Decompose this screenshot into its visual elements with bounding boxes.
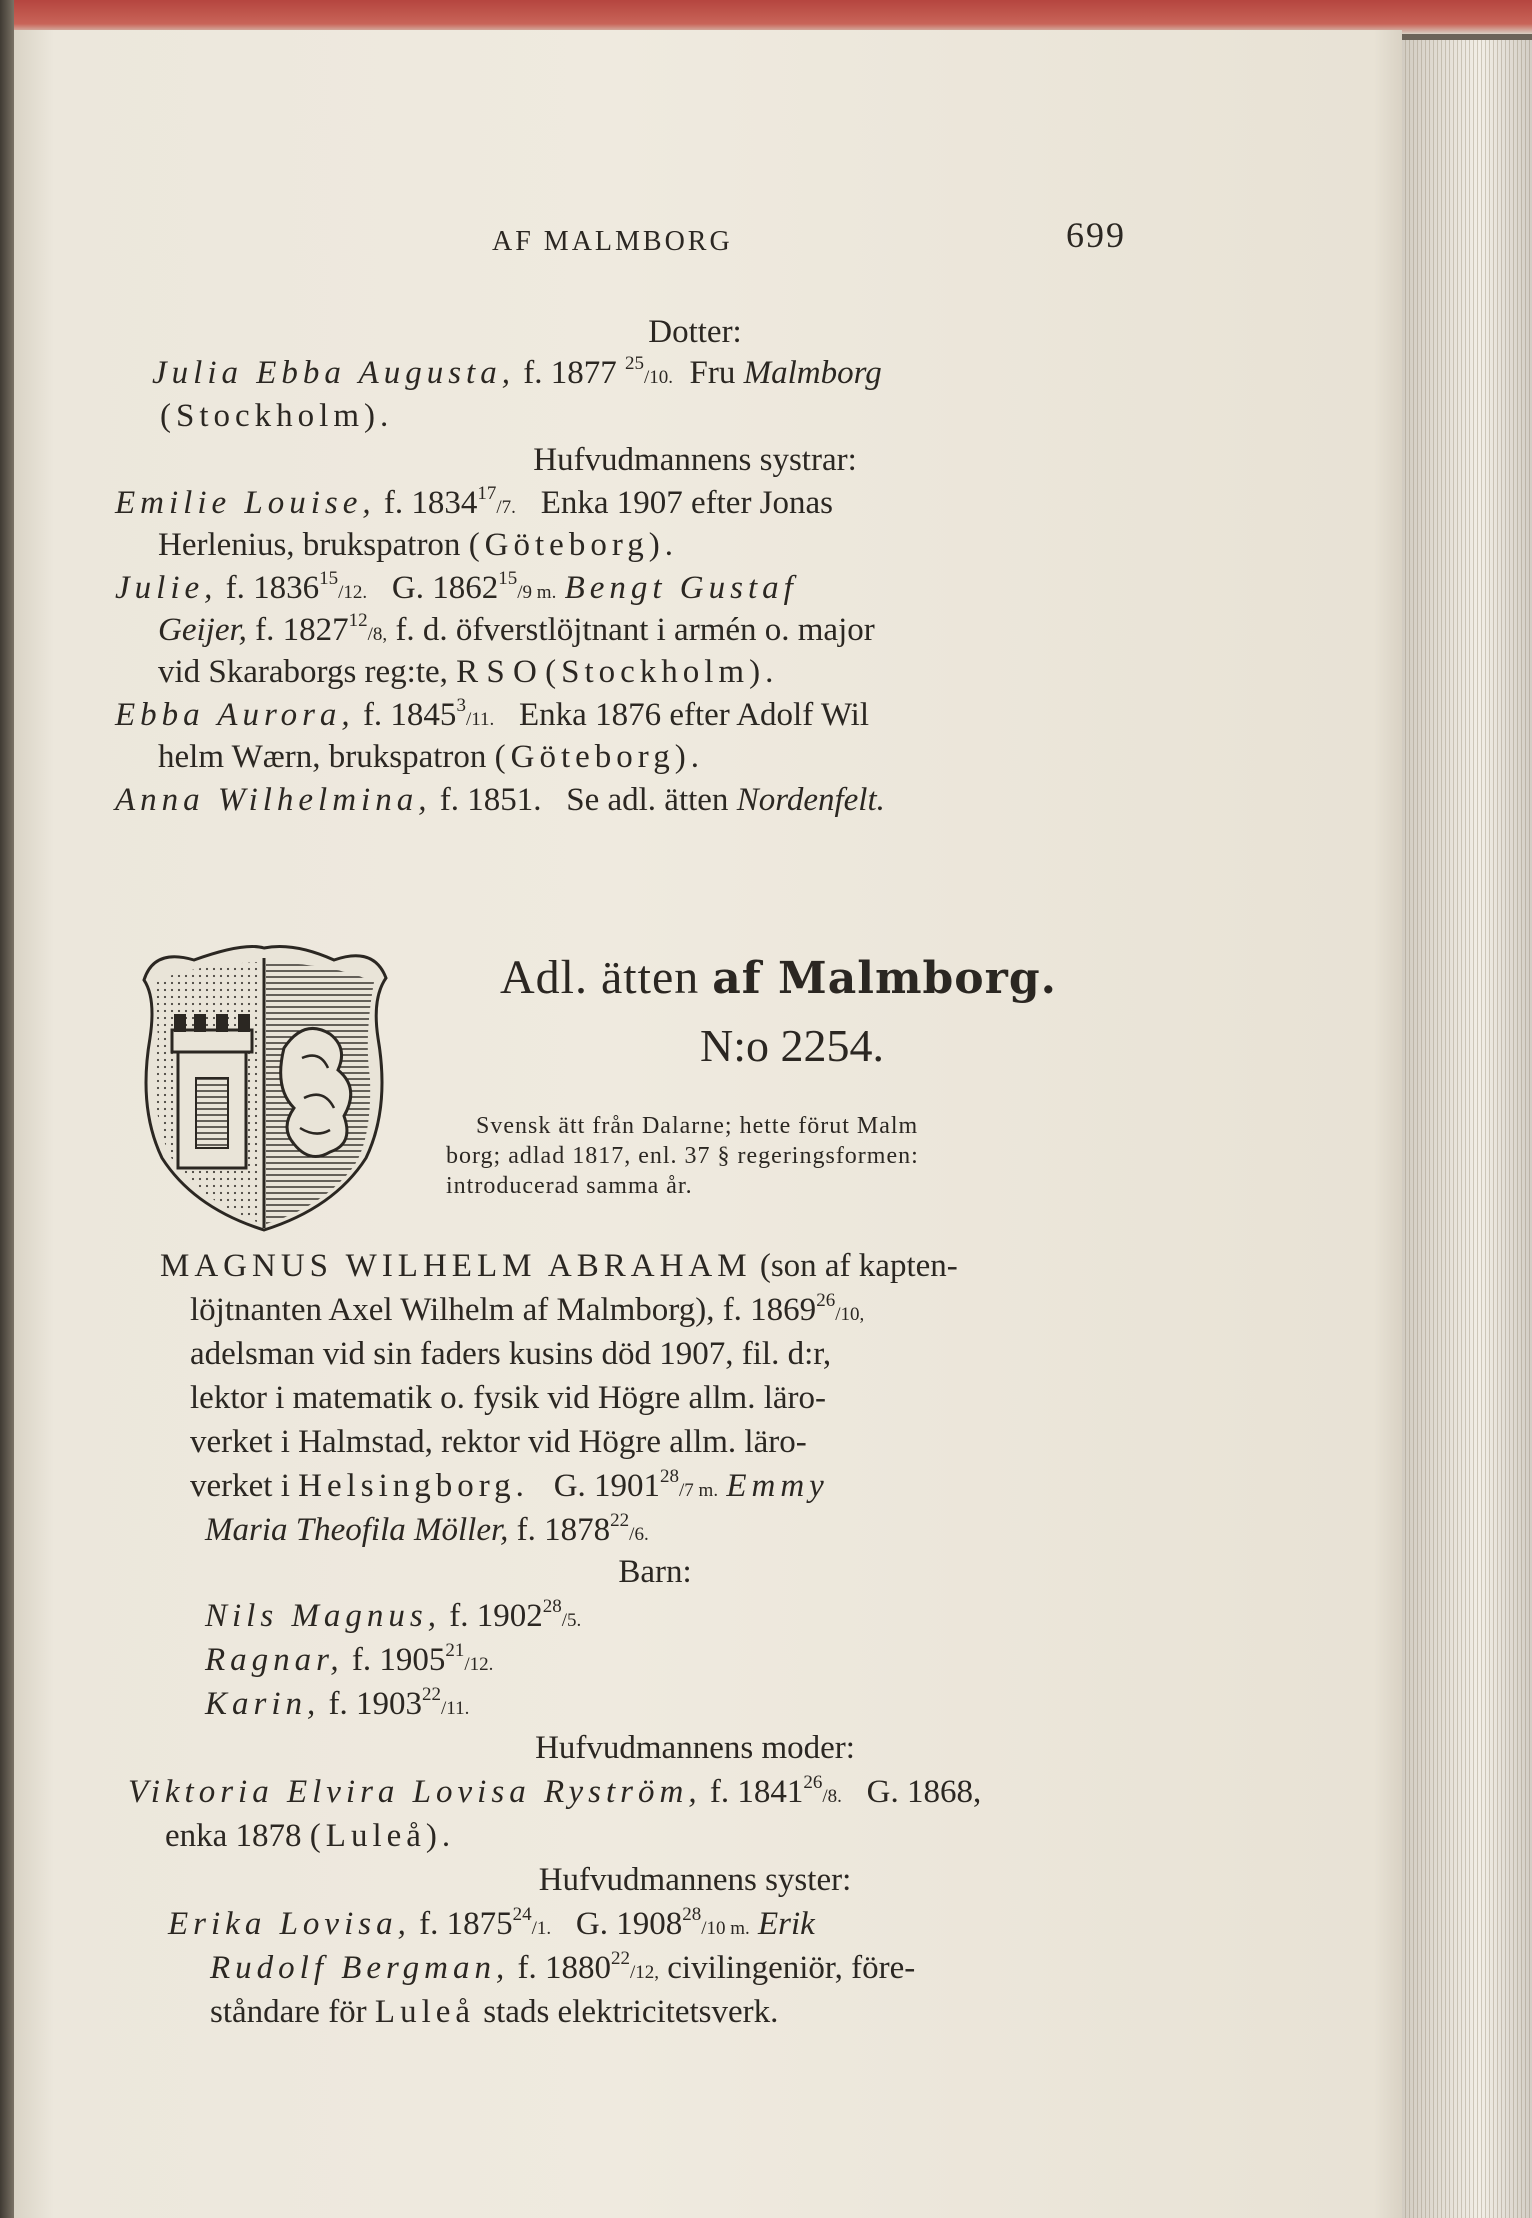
sister-entry-cont: ståndare för Luleå stads elektricitetsverk. <box>210 1994 779 2030</box>
head-entry: MAGNUS WILHELM ABRAHAM (son af kapten- <box>160 1248 958 1284</box>
daughter-entry: Julia Ebba Augusta, f. 1877 $^{25}$/10. Fru Malmborg <box>152 353 882 391</box>
child-entry: Ragnar, f. 1905$^{21}$/12. <box>205 1640 494 1678</box>
sister-entry-cont: Geijer, f. 1827$^{12}$/8, f. d. öfverstlöjtnant i armén o. major <box>158 610 875 648</box>
head-entry-cont: löjtnanten Axel Wilhelm af Malmborg), f. 1869$^{26}$/10, <box>190 1290 865 1328</box>
daughter-residence: (Stockholm). <box>160 398 394 434</box>
mother-entry: Viktoria Elvira Lovisa Ryström, f. 1841$^{26}$/8. G. 1868, <box>128 1772 982 1810</box>
family-title-block <box>500 950 1057 1007</box>
head-entry-cont: adelsman vid sin faders kusins död 1907, fil. d:r, <box>190 1336 832 1372</box>
sister-entry: Erika Lovisa, f. 1875$^{24}$/1. G. 1908$^{28}$/10 m. Erik <box>168 1904 815 1942</box>
family-title: Adl. ätten af Malmborg. <box>500 951 1057 1004</box>
heading-mother: Hufvudmannens moder: <box>535 1730 855 1766</box>
head-name: MAGNUS WILHELM ABRAHAM <box>160 1248 752 1284</box>
head-entry-cont: verket i Halmstad, rektor vid Högre allm. läro- <box>190 1424 807 1460</box>
book-top-edge <box>0 0 1532 34</box>
heading-daughter: Dotter: <box>648 314 742 350</box>
family-description-line: borg; adlad 1817, enl. 37 § regeringsformen: <box>446 1143 919 1169</box>
sister-entry-cont: Herlenius, brukspatron (Göteborg). <box>158 527 678 563</box>
coat-of-arms-image <box>134 938 394 1238</box>
family-description-line: Svensk ätt från Dalarne; hette förut Malm <box>476 1113 919 1139</box>
sister-entry: Emilie Louise, f. 1834$^{17}$/7. Enka 1907 efter Jonas <box>115 483 834 521</box>
sister-entry: Anna Wilhelmina, f. 1851. Se adl. ätten Nordenfelt. <box>115 782 885 818</box>
child-entry: Nils Magnus, f. 1902$^{28}$/5. <box>205 1596 582 1634</box>
head-entry-cont: Maria Theofila Möller, f. 1878$^{22}$/6. <box>205 1510 649 1548</box>
page-number: 699 <box>1066 215 1126 255</box>
sister-entry: Ebba Aurora, f. 1845$^3$/11. Enka 1876 efter Adolf Wil <box>115 695 869 733</box>
heading-children: Barn: <box>618 1554 692 1590</box>
heading-sister: Hufvudmannens syster: <box>538 1862 852 1898</box>
sister-entry: Julie, f. 1836$^{15}$/12. G. 1862$^{15}$/9 m. Bengt Gustaf <box>115 568 798 606</box>
head-entry-cont: verket i Helsingborg. G. 1901$^{28}$/7 m. Emmy <box>190 1466 829 1504</box>
head-entry-cont: lektor i matematik o. fysik vid Högre allm. läro- <box>190 1380 827 1416</box>
sister-entry-cont: helm Wærn, brukspatron (Göteborg). <box>158 739 704 775</box>
family-description-line: introducerad samma år. <box>446 1173 693 1199</box>
page-stack-shade <box>1402 40 1532 2218</box>
heading-sisters: Hufvudmannens systrar: <box>533 442 857 478</box>
child-entry: Karin, f. 1903$^{22}$/11. <box>205 1684 470 1722</box>
daughter-born: f. 1877 <box>523 355 617 391</box>
daughter-name: Julia Ebba Augusta, <box>152 355 515 391</box>
running-head: AF MALMBORG <box>492 226 733 257</box>
sister-entry-cont: vid Skaraborgs reg:te, R S O (Stockholm). <box>158 654 779 690</box>
sister-entry-cont: Rudolf Bergman, f. 1880$^{22}$/12, civilingeniör, före- <box>210 1948 916 1986</box>
mother-entry-cont: enka 1878 (Luleå). <box>165 1818 456 1854</box>
family-number: N:o 2254. <box>700 1020 884 1071</box>
